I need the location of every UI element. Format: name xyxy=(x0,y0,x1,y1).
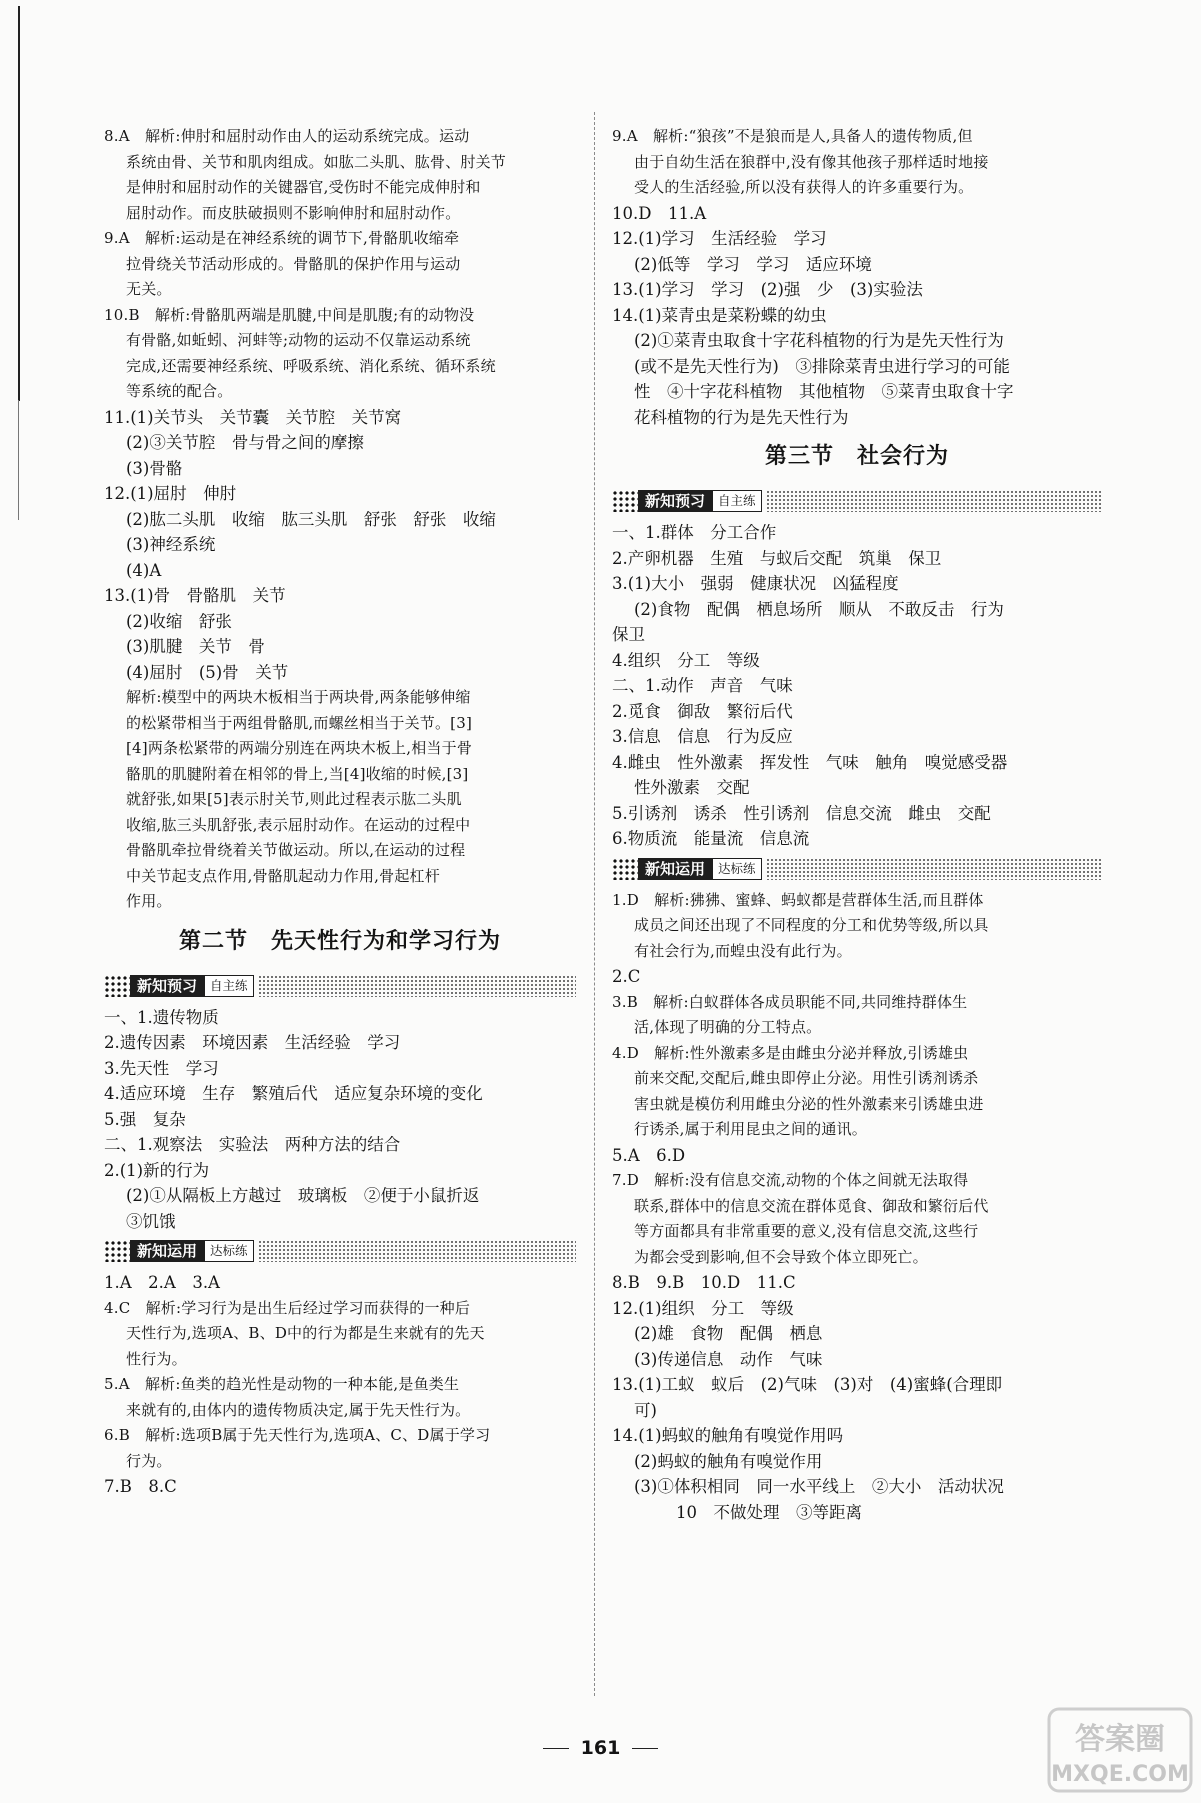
answer-line: (4)屈肘 (5)骨 关节 xyxy=(126,662,289,682)
banner-label: 新知预习 xyxy=(130,975,204,997)
answer-line: 10 不做处理 ③等距离 xyxy=(676,1502,862,1522)
answer-line: 骨骼肌牵拉骨绕着关节做运动。所以,在运动的过程 xyxy=(126,841,466,859)
answer-block-chapter1 xyxy=(104,124,576,915)
answer-line: 有社会行为,而蝗虫没有此行为。 xyxy=(634,941,852,960)
watermark-logo-icon xyxy=(1045,1705,1195,1795)
answer-line: 二、1.观察法 实验法 两种方法的结合 xyxy=(104,1135,401,1154)
answer-line: 拉骨绕关节活动形成的。骨骼肌的保护作用与运动 xyxy=(126,254,461,273)
banner-label: 新知预习 xyxy=(638,490,712,512)
answer-line: 8.B 9.B 10.D 11.C xyxy=(612,1273,796,1292)
answer-line: 天性行为,选项A、B、D中的行为都是生来就有的先天 xyxy=(126,1324,485,1342)
watermark-text-line1: 答案圈 xyxy=(1075,1722,1165,1757)
watermark-logo xyxy=(1045,1705,1195,1795)
section-banner-apply xyxy=(612,856,1102,882)
answer-line: 为都会受到影响,但不会导致个体立即死亡。 xyxy=(634,1247,928,1266)
answer-line: 作用。 xyxy=(126,892,172,910)
answer-line: 14.(1)蚂蚁的触角有嗅觉作用吗 xyxy=(612,1426,844,1445)
answer-line: 3.(1)大小 强弱 健康状况 凶猛程度 xyxy=(612,574,899,593)
answer-line: (2)低等 学习 学习 适应环境 xyxy=(634,254,872,274)
banner-label: 新知运用 xyxy=(130,1240,204,1262)
page-number-dash xyxy=(543,1748,569,1749)
answer-line: 有骨骼,如蚯蚓、河蚌等;动物的运动不仅靠运动系统 xyxy=(126,331,471,349)
right-column xyxy=(612,124,1102,1525)
answer-line: 12.(1)组织 分工 等级 xyxy=(612,1298,794,1318)
page-number xyxy=(0,1736,1201,1762)
answer-line: (或不是先天性行为) ③排除菜青虫进行学习的可能 xyxy=(634,356,1010,376)
answer-block-chapter2-cont xyxy=(612,124,1102,430)
answer-line: 屈肘动作。而皮肤破损则不影响伸肘和屈肘动作。 xyxy=(126,203,461,222)
answer-block-preview xyxy=(612,520,1102,852)
answer-line: 7.B 8.C xyxy=(104,1477,177,1496)
answer-line: 等方面都具有非常重要的意义,没有信息交流,这些行 xyxy=(634,1222,979,1240)
answer-line: (2)雄 食物 配偶 栖息 xyxy=(634,1324,823,1343)
answer-line: 9.A 解析:运动是在神经系统的调节下,骨骼肌收缩牵 xyxy=(104,229,460,247)
answer-line: 性行为。 xyxy=(126,1349,187,1368)
answer-line: 2.觅食 御敌 繁衍后代 xyxy=(612,701,793,721)
answer-line: 5.A 解析:鱼类的趋光性是动物的一种本能,是鱼类生 xyxy=(104,1375,460,1393)
banner-dotline xyxy=(766,858,1102,880)
answer-line: 4.组织 分工 等级 xyxy=(612,650,760,670)
answer-line: 性 ④十字花科植物 其他植物 ⑤菜青虫取食十字 xyxy=(634,382,1014,401)
answer-line: 3.先天性 学习 xyxy=(104,1058,219,1078)
answer-line: 2.遗传因素 环境因素 生活经验 学习 xyxy=(104,1033,401,1052)
section-banner-preview xyxy=(612,488,1102,514)
answer-line: 活,体现了明确的分工特点。 xyxy=(634,1018,822,1036)
answer-line: 受人的生活经验,所以没有获得人的许多重要行为。 xyxy=(634,178,974,196)
answer-line: 2.(1)新的行为 xyxy=(104,1160,210,1180)
binding-line xyxy=(18,6,20,401)
answer-line: 行诱杀,属于利用昆虫之间的通讯。 xyxy=(634,1120,867,1138)
left-column xyxy=(104,124,576,1500)
answer-line: 13.(1)工蚁 蚁后 (2)气味 (3)对 (4)蜜蜂(合理即 xyxy=(612,1375,1003,1394)
banner-tag: 达标练 xyxy=(712,858,762,880)
banner-dots-icon xyxy=(104,1240,130,1262)
banner-dots-icon xyxy=(612,490,638,512)
banner-dotline xyxy=(258,975,576,997)
answer-line: 前来交配,交配后,雌虫即停止分泌。用性引诱剂诱杀 xyxy=(634,1069,979,1087)
answer-block-apply xyxy=(104,1270,576,1500)
banner-dots-icon xyxy=(104,975,130,997)
answer-line: 3.信息 信息 行为反应 xyxy=(612,727,793,746)
answer-line: 11.(1)关节头 关节囊 关节腔 关节窝 xyxy=(104,407,402,427)
answer-line: 的松紧带相当于两组骨骼肌,而螺丝相当于关节。[3] xyxy=(126,713,473,732)
answer-line: (2)③关节腔 骨与骨之间的摩擦 xyxy=(126,433,364,452)
answer-line: 1.A 2.A 3.A xyxy=(104,1273,220,1292)
answer-line: 2.C xyxy=(612,967,641,986)
answer-line: (2)①从隔板上方越过 玻璃板 ②便于小鼠折返 xyxy=(126,1186,480,1205)
banner-dotline xyxy=(766,490,1102,512)
answer-line: 是伸肘和屈肘动作的关键器官,受伤时不能完成伸肘和 xyxy=(126,178,481,196)
answer-line: 由于自幼生活在狼群中,没有像其他孩子那样适时地接 xyxy=(634,152,989,171)
answer-line: 8.A 解析:伸肘和屈肘动作由人的运动系统完成。运动 xyxy=(104,127,470,145)
page-number-dash xyxy=(632,1748,658,1749)
answer-line: 4.C 解析:学习行为是出生后经过学习而获得的一种后 xyxy=(104,1298,471,1317)
answer-line: 6.B 解析:选项B属于先天性行为,选项A、C、D属于学习 xyxy=(104,1426,491,1444)
answer-line: 一、1.遗传物质 xyxy=(104,1007,219,1027)
answer-line: 解析:模型中的两块木板相当于两块骨,两条能够伸缩 xyxy=(126,688,471,706)
answer-line: 12.(1)屈肘 伸肘 xyxy=(104,484,237,503)
answer-block-apply xyxy=(612,888,1102,1526)
answer-line: 成员之间还出现了不同程度的分工和优势等级,所以具 xyxy=(634,916,989,934)
answer-block-preview xyxy=(104,1005,576,1235)
answer-line: (2)①菜青虫取食十字花科植物的行为是先天性行为 xyxy=(634,331,1004,350)
answer-line: (3)肌腱 关节 骨 xyxy=(126,637,265,656)
answer-line: (3)①体积相同 同一水平线上 ②大小 活动状况 xyxy=(634,1477,1004,1496)
section-title: 第三节 社会行为 xyxy=(764,444,949,469)
answer-line: 3.B 解析:白蚁群体各成员职能不同,共同维持群体生 xyxy=(612,992,968,1011)
answer-line: 9.A 解析:“狼孩”不是狼而是人,具备人的遗传物质,但 xyxy=(612,127,973,145)
answer-line: 就舒张,如果[5]表示肘关节,则此过程表示肱二头肌 xyxy=(126,790,462,808)
answer-line: 4.D 解析:性外激素多是由雌虫分泌并释放,引诱雄虫 xyxy=(612,1043,969,1062)
banner-tag: 自主练 xyxy=(712,490,762,512)
answer-line: 4.适应环境 生存 繁殖后代 适应复杂环境的变化 xyxy=(104,1084,483,1103)
answer-line: 一、1.群体 分工合作 xyxy=(612,523,777,542)
banner-tag: 达标练 xyxy=(204,1240,254,1262)
answer-line: (2)食物 配偶 栖息场所 顺从 不敢反击 行为 xyxy=(634,599,1004,619)
banner-dotline xyxy=(258,1240,576,1262)
answer-line: 13.(1)学习 学习 (2)强 少 (3)实验法 xyxy=(612,280,923,299)
answer-line: 可) xyxy=(634,1400,657,1420)
answer-line: [4]两条松紧带的两端分别连在两块木板上,相当于骨 xyxy=(126,739,473,757)
answer-line: (2)肱二头肌 收缩 肱三头肌 舒张 舒张 收缩 xyxy=(126,509,496,529)
answer-line: 中关节起支点作用,骨骼肌起动力作用,骨起杠杆 xyxy=(126,866,440,885)
answer-line: 二、1.动作 声音 气味 xyxy=(612,676,793,695)
section-title: 第二节 先天性行为和学习行为 xyxy=(178,928,501,954)
answer-line: 10.B 解析:骨骼肌两端是肌腱,中间是肌腹;有的动物没 xyxy=(104,305,475,324)
answer-line: 12.(1)学习 生活经验 学习 xyxy=(612,229,827,248)
answer-line: 花科植物的行为是先天性行为 xyxy=(634,407,849,427)
banner-tag: 自主练 xyxy=(204,975,254,997)
answer-line: (3)传递信息 动作 气味 xyxy=(634,1349,823,1369)
answer-line: 1.D 解析:狒狒、蜜蜂、蚂蚁都是营群体生活,而且群体 xyxy=(612,890,984,909)
answer-line: 性外激素 交配 xyxy=(634,778,750,797)
answer-line: ③饥饿 xyxy=(126,1211,176,1231)
answer-line: (2)蚂蚁的触角有嗅觉作用 xyxy=(634,1451,823,1471)
answer-line: 10.D 11.A xyxy=(612,203,707,223)
banner-label: 新知运用 xyxy=(638,858,712,880)
section-banner-preview xyxy=(104,973,576,999)
answer-line: 联系,群体中的信息交流在群体觅食、御敌和繁衍后代 xyxy=(634,1196,989,1215)
answer-line: 7.D 解析:没有信息交流,动物的个体之间就无法取得 xyxy=(612,1171,969,1189)
answer-line: 5.A 6.D xyxy=(612,1145,686,1165)
banner-dots-icon xyxy=(612,858,638,880)
answer-line: 等系统的配合。 xyxy=(126,382,233,400)
column-divider xyxy=(594,112,595,1696)
answer-line: 无关。 xyxy=(126,280,172,298)
watermark-text-line2: MXQE.COM xyxy=(1051,1762,1189,1787)
answer-line: 2.产卵机器 生殖 与蚁后交配 筑巢 保卫 xyxy=(612,548,942,568)
answer-line: 收缩,肱三头肌舒张,表示屈肘动作。在运动的过程中 xyxy=(126,815,471,834)
answer-line: 骼肌的肌腱附着在相邻的骨上,当[4]收缩的时候,[3] xyxy=(126,764,469,783)
answer-line: (2)收缩 舒张 xyxy=(126,611,232,631)
answer-line: (4)A xyxy=(126,560,162,580)
page-number-text: 161 xyxy=(580,1737,621,1759)
answer-line: (3)神经系统 xyxy=(126,535,216,554)
answer-line: 13.(1)骨 骨骼肌 关节 xyxy=(104,586,286,605)
answer-line: 害虫就是模仿利用雌虫分泌的性外激素来引诱雄虫进 xyxy=(634,1094,984,1113)
answer-line: 来就有的,由体内的遗传物质决定,属于先天性行为。 xyxy=(126,1400,471,1419)
answer-line: 系统由骨、关节和肌肉组成。如肱二头肌、肱骨、肘关节 xyxy=(126,152,507,171)
answer-line: 6.物质流 能量流 信息流 xyxy=(612,829,810,848)
answer-line: 5.引诱剂 诱杀 性引诱剂 信息交流 雌虫 交配 xyxy=(612,803,991,823)
answer-line: 完成,还需要神经系统、呼吸系统、消化系统、循环系统 xyxy=(126,356,496,375)
answer-line: 保卫 xyxy=(612,625,645,644)
answer-line: 14.(1)菜青虫是菜粉蝶的幼虫 xyxy=(612,305,827,325)
section-banner-apply xyxy=(104,1238,576,1264)
answer-line: 5.强 复杂 xyxy=(104,1109,186,1129)
binding-line-faint xyxy=(18,400,19,520)
answer-line: 行为。 xyxy=(126,1451,172,1470)
answer-line: 4.雌虫 性外激素 挥发性 气味 触角 嗅觉感受器 xyxy=(612,752,1008,772)
answer-line: (3)骨骼 xyxy=(126,458,183,478)
